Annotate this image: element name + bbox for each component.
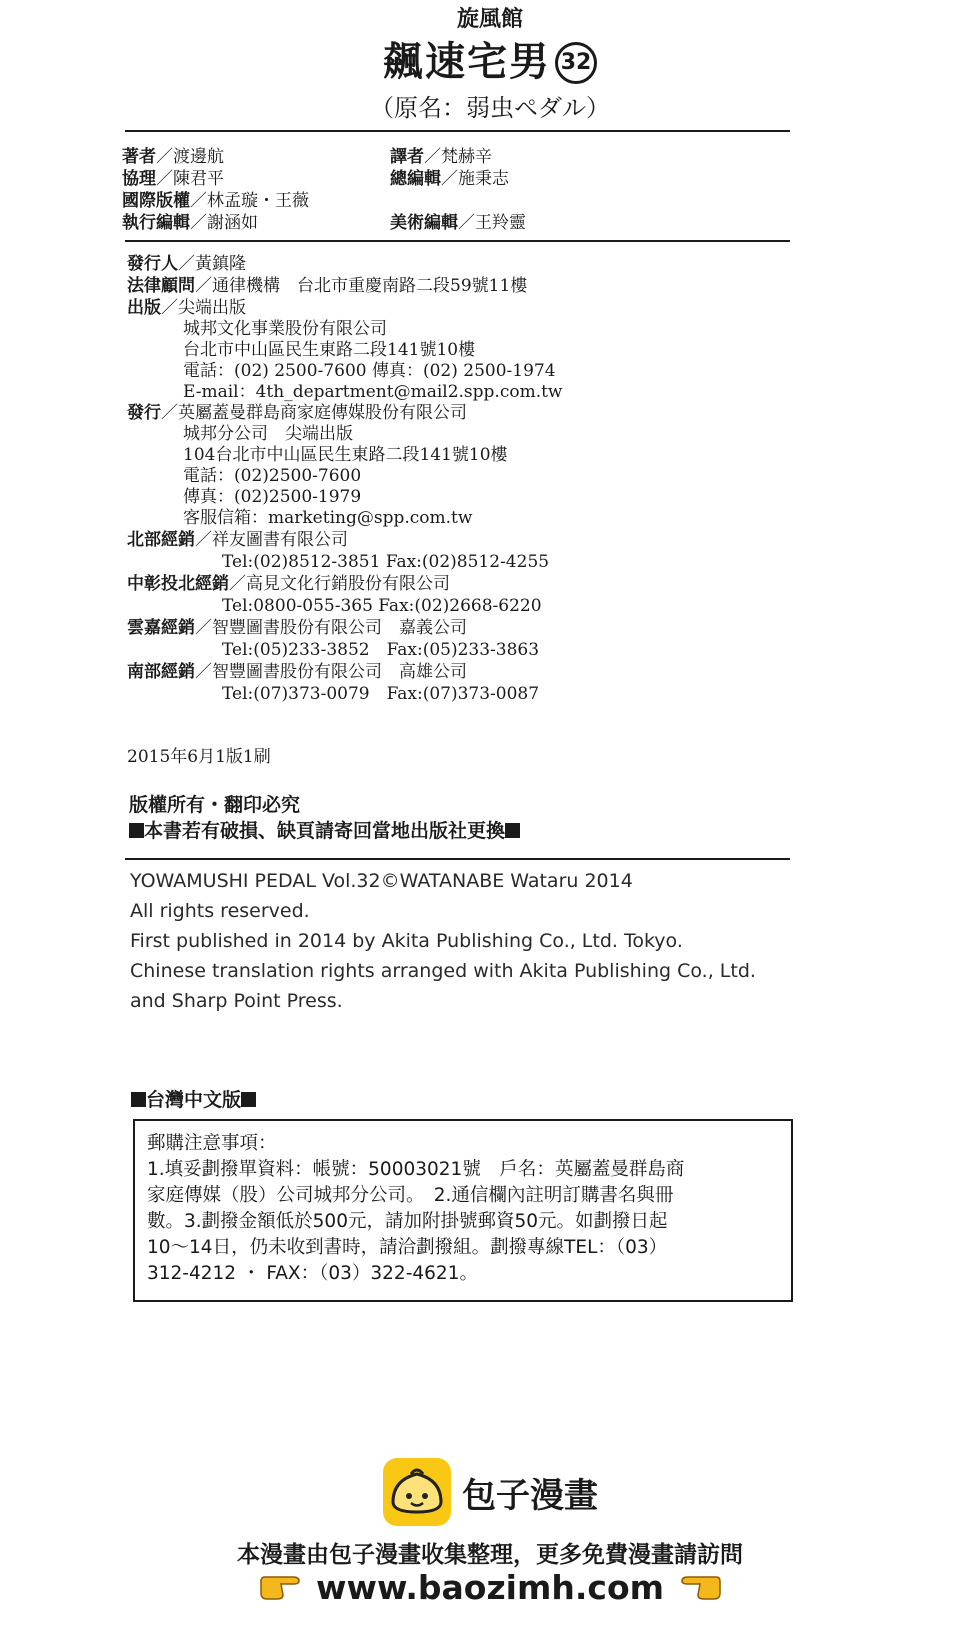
credit-author: 著者／渡邊航 [122,147,224,167]
black-square-icon [129,823,144,838]
baozi-logo-icon [383,1458,451,1526]
regional-yunchia: 雲嘉經銷／智豐圖書股份有限公司 嘉義公司 [127,618,467,638]
credit-editor: 執行編輯／謝涵如 [122,213,258,233]
distribution-email: 客服信箱：marketing@spp.com.tw [183,508,473,528]
distribution-detail: 城邦分公司 尖端出版 [183,424,353,444]
press-detail: 電話：(02) 2500-7600 傳真：(02) 2500-1974 [183,361,556,381]
copyright-line: All rights reserved. [130,900,310,922]
mail-order-line: 數。3.劃撥金額低於500元，請加附掛號郵資50元。如劃撥日起 [147,1211,668,1232]
divider [125,240,790,242]
mail-order-title: 郵購注意事項： [147,1133,277,1154]
pointing-right-hand-icon [257,1570,305,1609]
divider [125,858,790,860]
issuer-line: 發行人／黃鎮隆 [127,254,246,274]
replacement-notice: 本書若有破損、缺頁請寄回當地出版社更換 [129,818,520,844]
credit-translator: 譯者／梵赫辛 [390,147,492,167]
copyright-line: First published in 2014 by Akita Publishing Co., Ltd. Tokyo. [130,930,683,952]
publisher-name: 旋風館 [456,7,523,32]
edition-date: 2015年6月1版1刷 [127,747,271,767]
distribution-detail: 104台北市中山區民生東路二段141號10樓 [183,445,508,465]
url-row [0,1568,980,1609]
black-square-icon [131,1092,146,1107]
mail-order-line: 1.填妥劃撥單資料：帳號：50003021號 戶名：英屬蓋曼群島商 [147,1159,685,1180]
copyright-line: and Sharp Point Press. [130,990,343,1012]
mail-order-box [133,1119,793,1302]
brand-name: 包子漫畫 [462,1476,598,1516]
volume-badge: 32 [555,42,597,84]
legal-line: 法律顧問／通律機構 台北市重慶南路二段59號11樓 [127,276,528,296]
book-title-row [0,30,980,87]
black-square-icon [505,823,520,838]
regional-north-tel: Tel:(02)8512-3851 Fax:(02)8512-4255 [222,552,550,572]
distribution-line: 發行／英屬蓋曼群島商家庭傳媒股份有限公司 [127,403,467,423]
distribution-detail: 電話：(02)2500-7600 [183,466,362,486]
rights-reserved: 版權所有・翻印必究 [129,794,301,816]
press-detail: 台北市中山區民生東路二段141號10樓 [183,340,476,360]
distribution-detail: 傳真：(02)2500-1979 [183,487,362,507]
regional-yunchia-tel: Tel:(05)233-3852 Fax:(05)233-3863 [222,640,540,660]
copyright-line: Chinese translation rights arranged with Akita Publishing Co., Ltd. [130,960,756,982]
press-line: 出版／尖端出版 [127,298,246,318]
book-title: 飆速宅男 [383,39,551,85]
credit-chief-editor: 總編輯／施秉志 [390,169,509,189]
credit-art-editor: 美術編輯／王羚靈 [390,213,526,233]
site-url[interactable]: www.baozimh.com [316,1568,664,1607]
mail-order-line: 10～14日，仍未收到書時，請洽劃撥組。劃撥專線TEL：（03） [147,1237,668,1258]
divider [125,130,790,132]
regional-north: 北部經銷／祥友圖書有限公司 [127,530,348,550]
credit-manager: 協理／陳君平 [122,169,224,189]
regional-central-tel: Tel:0800-055-365 Fax:(02)2668-6220 [222,596,542,616]
mail-order-line: 312-4212 ・ FAX：（03）322-4621。 [147,1263,478,1284]
press-detail: 城邦文化事業股份有限公司 [183,319,387,339]
press-email: E-mail：4th_department@mail2.spp.com.tw [183,382,563,402]
pointing-left-hand-icon [676,1570,724,1609]
promo-text: 本漫畫由包子漫畫收集整理，更多免費漫畫請訪問 [237,1542,743,1568]
regional-south-tel: Tel:(07)373-0079 Fax:(07)373-0087 [222,684,540,704]
black-square-icon [241,1092,256,1107]
credit-rights: 國際版權／林孟璇・王薇 [122,191,309,211]
original-title: （原名：弱虫ペダル） [370,94,610,122]
taiwan-edition-label: 台灣中文版 [131,1087,256,1113]
copyright-line: YOWAMUSHI PEDAL Vol.32©WATANABE Wataru 2014 [130,870,633,892]
regional-south: 南部經銷／智豐圖書股份有限公司 高雄公司 [127,662,467,682]
regional-central: 中彰投北經銷／高見文化行銷股份有限公司 [127,574,450,594]
mail-order-line: 家庭傳媒（股）公司城邦分公司。 2.通信欄內註明訂購書名與冊 [147,1185,674,1206]
